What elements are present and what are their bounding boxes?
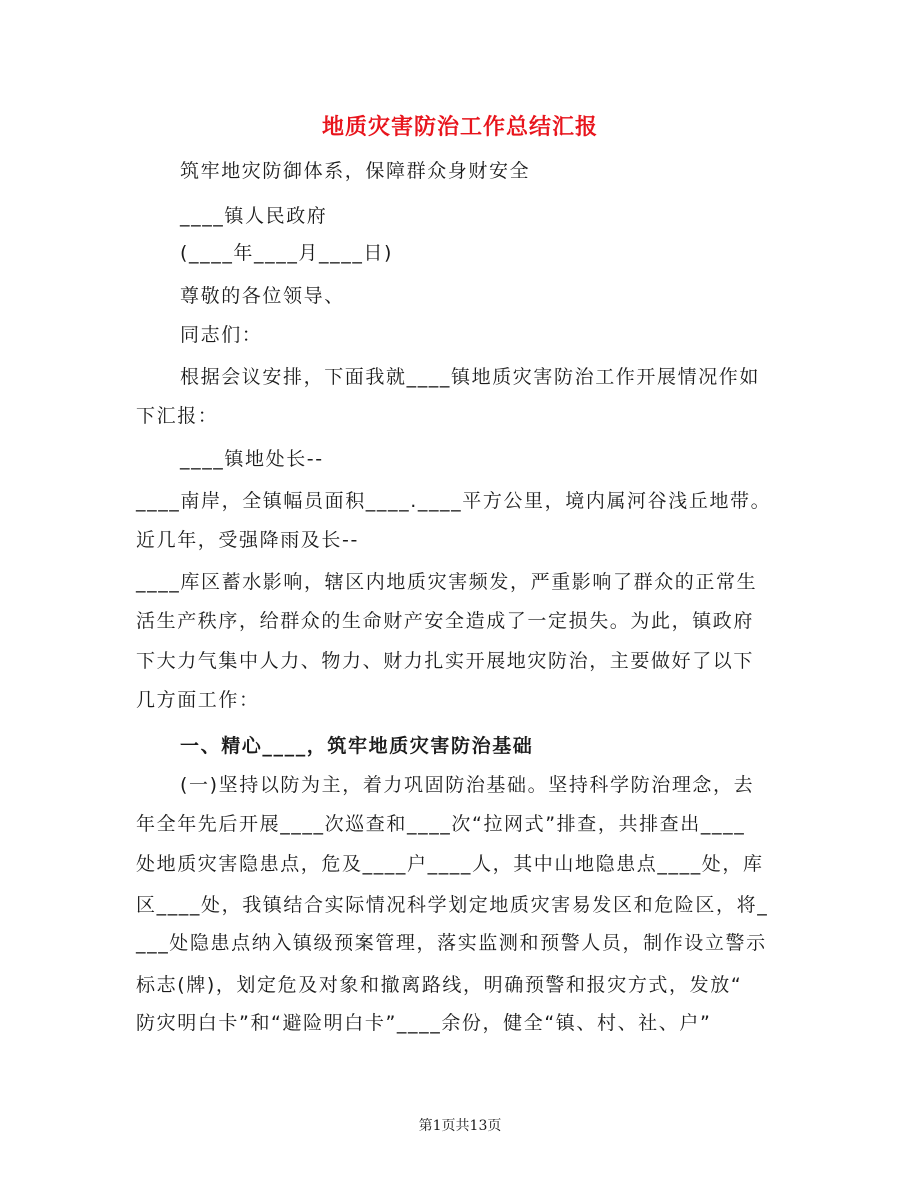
date-line: (____年____月____日) xyxy=(180,242,394,264)
paragraph-line: 区____处，我镇结合实际情况科学划定地质灾害易发区和危险区，将_ xyxy=(136,894,769,916)
paragraph-line: 防灾明白卡”和“避险明白卡”____余份，健全“镇、村、社、户” xyxy=(136,1012,712,1034)
paragraph-line: 几方面工作： xyxy=(136,689,260,711)
paragraph-line: 下汇报： xyxy=(136,405,219,427)
paragraph-line: ____库区蓄水影响，辖区内地质灾害频发，严重影响了群众的正常生 xyxy=(136,571,758,593)
paragraph-line: ____镇地处长-- xyxy=(180,448,324,470)
paragraph-line: 年全年先后开展____次巡查和____次“拉网式”排查，共排查出____ xyxy=(136,813,746,835)
document-title: 地质灾害防治工作总结汇报 xyxy=(321,114,598,140)
paragraph-line: (一)坚持以防为主，着力巩固防治基础。坚持科学防治理念，去 xyxy=(180,774,755,796)
paragraph-line: 根据会议安排，下面我就____镇地质灾害防治工作开展情况作如 xyxy=(180,366,761,388)
paragraph-line: 处地质灾害隐患点，危及____户____人，其中山地隐患点____处，库 xyxy=(136,853,764,875)
paragraph-line: ____南岸，全镇幅员面积____.____平方公里，境内属河谷浅丘地带。 xyxy=(136,490,772,512)
section-heading: 一、精心____，筑牢地质灾害防治基础 xyxy=(180,735,534,757)
salutation-line-2: 同志们： xyxy=(180,324,263,346)
issuer-line: ____镇人民政府 xyxy=(180,205,328,227)
subtitle-line: 筑牢地灾防御体系，保障群众身财安全 xyxy=(180,160,531,182)
paragraph-line: 标志(牌)，划定危及对象和撤离路线，明确预警和报灾方式，发放“ xyxy=(136,974,743,996)
paragraph-line: 下大力气集中人力、物力、财力扎实开展地灾防治，主要做好了以下 xyxy=(136,650,755,672)
salutation-line: 尊敬的各位领导、 xyxy=(180,285,345,307)
paragraph-line: ___处隐患点纳入镇级预案管理，落实监测和预警人员，制作设立警示 xyxy=(136,932,767,954)
paragraph-line: 活生产秩序，给群众的生命财产安全造成了一定损失。为此，镇政府 xyxy=(136,610,755,632)
page-number: 第1页共13页 xyxy=(418,1118,502,1134)
paragraph-line: 近几年，受强降雨及长-- xyxy=(136,529,359,551)
